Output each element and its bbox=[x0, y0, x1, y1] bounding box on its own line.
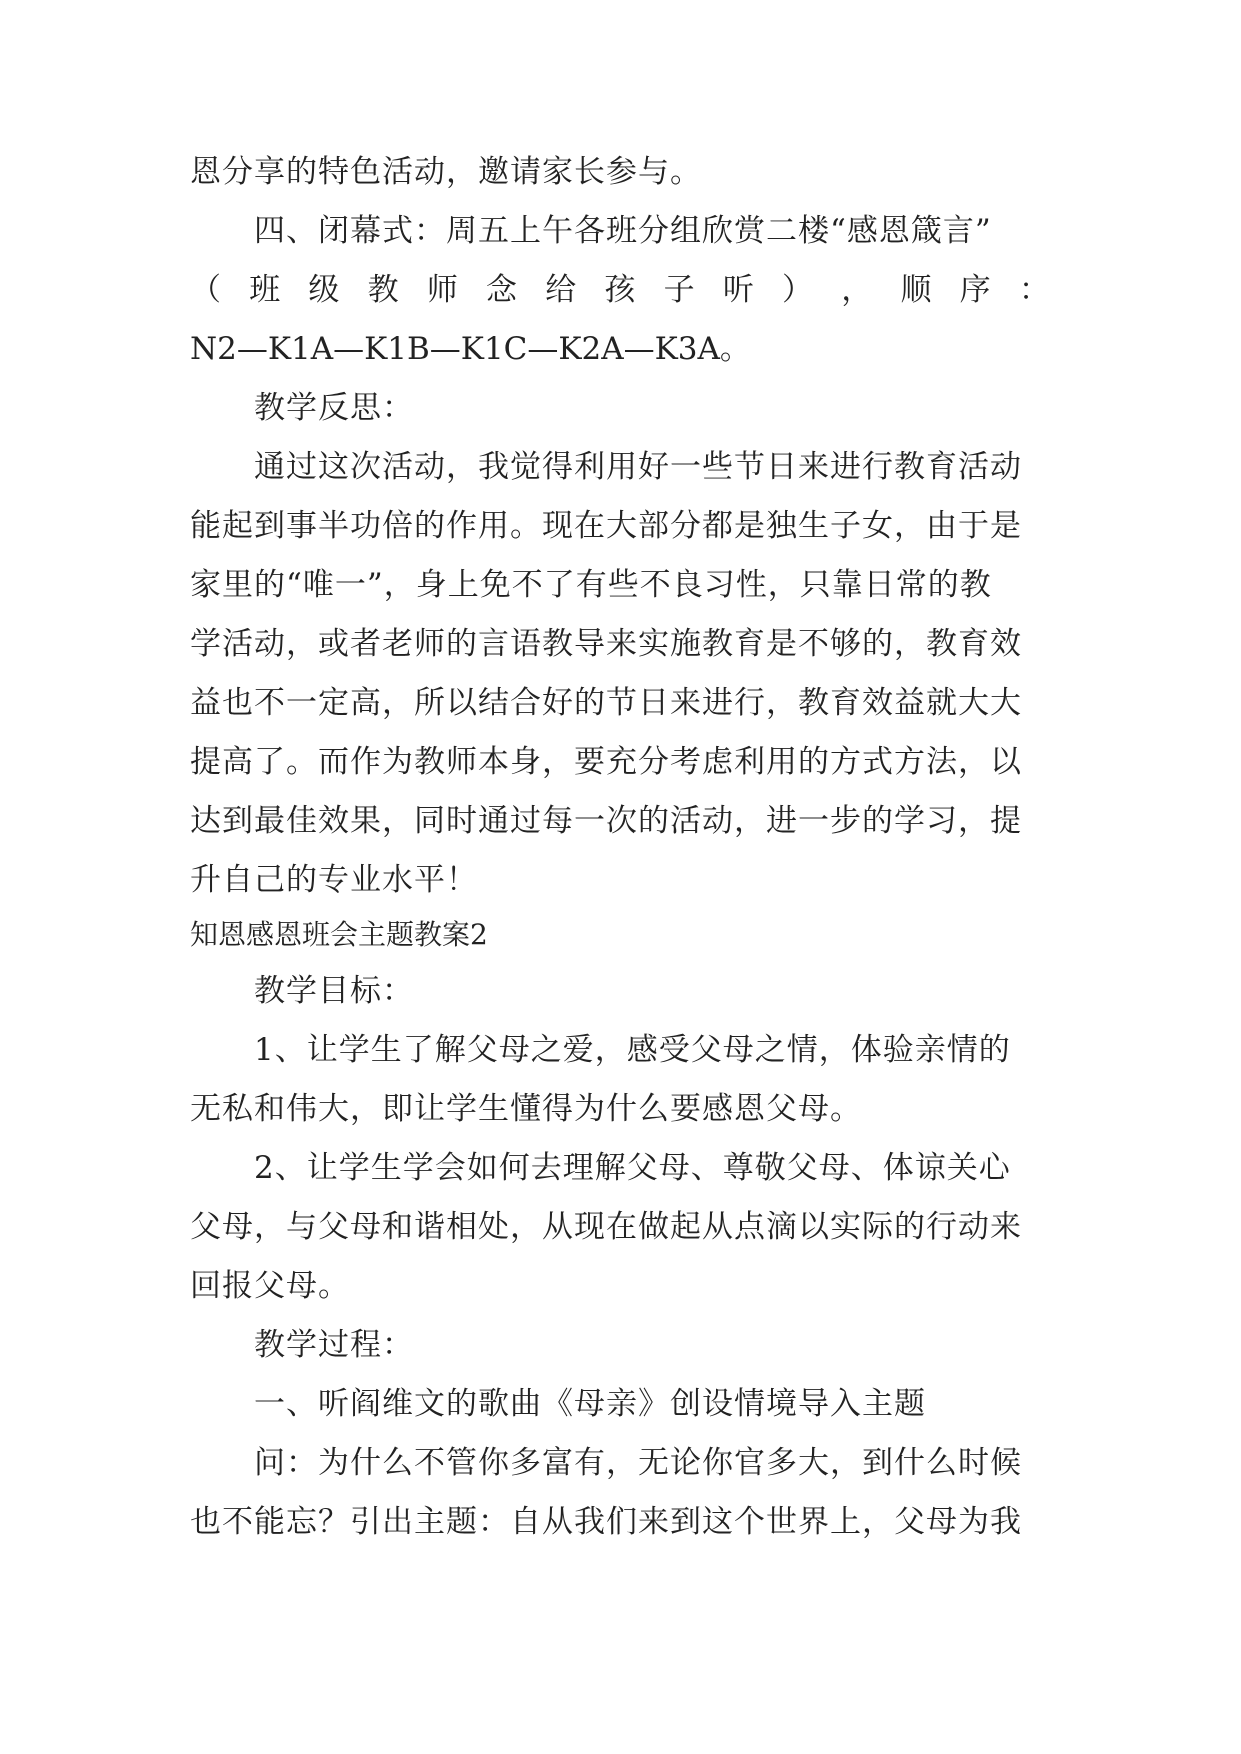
justified-char: 顺 bbox=[900, 272, 932, 308]
paragraph-line: 学活动，或者老师的言语教导来实施教育是不够的，教育效 bbox=[190, 626, 1022, 662]
paragraph-line: 也不能忘？引出主题：自从我们来到这个世界上，父母为我 bbox=[190, 1504, 1022, 1540]
paragraph-line: 回报父母。 bbox=[190, 1268, 350, 1304]
paragraph-line: 达到最佳效果，同时通过每一次的活动，进一步的学习，提 bbox=[190, 803, 1022, 839]
justified-char: 给 bbox=[545, 272, 577, 308]
paragraph-line: 2、让学生学会如何去理解父母、尊敬父母、体谅关心 bbox=[254, 1150, 1011, 1186]
justified-char: ） bbox=[782, 272, 814, 308]
justified-char: 教 bbox=[367, 272, 399, 308]
section-heading: 教学目标： bbox=[254, 973, 414, 1009]
paragraph-line: 一、听阎维文的歌曲《母亲》创设情境导入主题 bbox=[254, 1386, 926, 1422]
justified-char: 念 bbox=[486, 272, 518, 308]
paragraph-line: 能起到事半功倍的作用。现在大部分都是独生子女，由于是 bbox=[190, 508, 1022, 544]
justified-char: 级 bbox=[308, 272, 340, 308]
justified-char: 序 bbox=[959, 272, 991, 308]
paragraph-line: 1、让学生了解父母之爱，感受父母之情，体验亲情的 bbox=[254, 1032, 1011, 1068]
section-heading: 教学过程： bbox=[254, 1327, 414, 1363]
paragraph-line: N2—K1A—K1B—K1C—K2A—K3A。 bbox=[190, 331, 751, 367]
justified-char: ： bbox=[1018, 272, 1050, 308]
justified-char: 师 bbox=[426, 272, 458, 308]
paragraph-line: 问：为什么不管你多富有，无论你官多大，到什么时候 bbox=[254, 1445, 1022, 1481]
justified-char: （ bbox=[190, 272, 221, 308]
justified-char: 班 bbox=[249, 272, 281, 308]
paragraph-line: 家里的“唯一”，身上免不了有些不良习性，只靠日常的教 bbox=[190, 567, 992, 603]
paragraph-line: 提高了。而作为教师本身，要充分考虑利用的方式方法，以 bbox=[190, 744, 1022, 780]
justified-char: ， bbox=[841, 272, 873, 308]
document-title: 知恩感恩班会主题教案2 bbox=[190, 918, 488, 951]
paragraph-line: 四、闭幕式：周五上午各班分组欣赏二楼“感恩箴言” bbox=[254, 213, 992, 249]
paragraph-line: 恩分享的特色活动，邀请家长参与。 bbox=[190, 154, 702, 190]
section-heading: 教学反思： bbox=[254, 390, 414, 426]
paragraph-line: 通过这次活动，我觉得利用好一些节日来进行教育活动 bbox=[254, 449, 1022, 485]
justified-char: 子 bbox=[663, 272, 695, 308]
paragraph-line-justified bbox=[190, 270, 1050, 310]
paragraph-line: 父母，与父母和谐相处，从现在做起从点滴以实际的行动来 bbox=[190, 1209, 1022, 1245]
paragraph-line: 升自己的专业水平！ bbox=[190, 862, 478, 898]
justified-char: 孩 bbox=[604, 272, 636, 308]
paragraph-line: 无私和伟大，即让学生懂得为什么要感恩父母。 bbox=[190, 1091, 862, 1127]
paragraph-line: 益也不一定高，所以结合好的节日来进行，教育效益就大大 bbox=[190, 685, 1022, 721]
justified-char: 听 bbox=[722, 272, 754, 308]
